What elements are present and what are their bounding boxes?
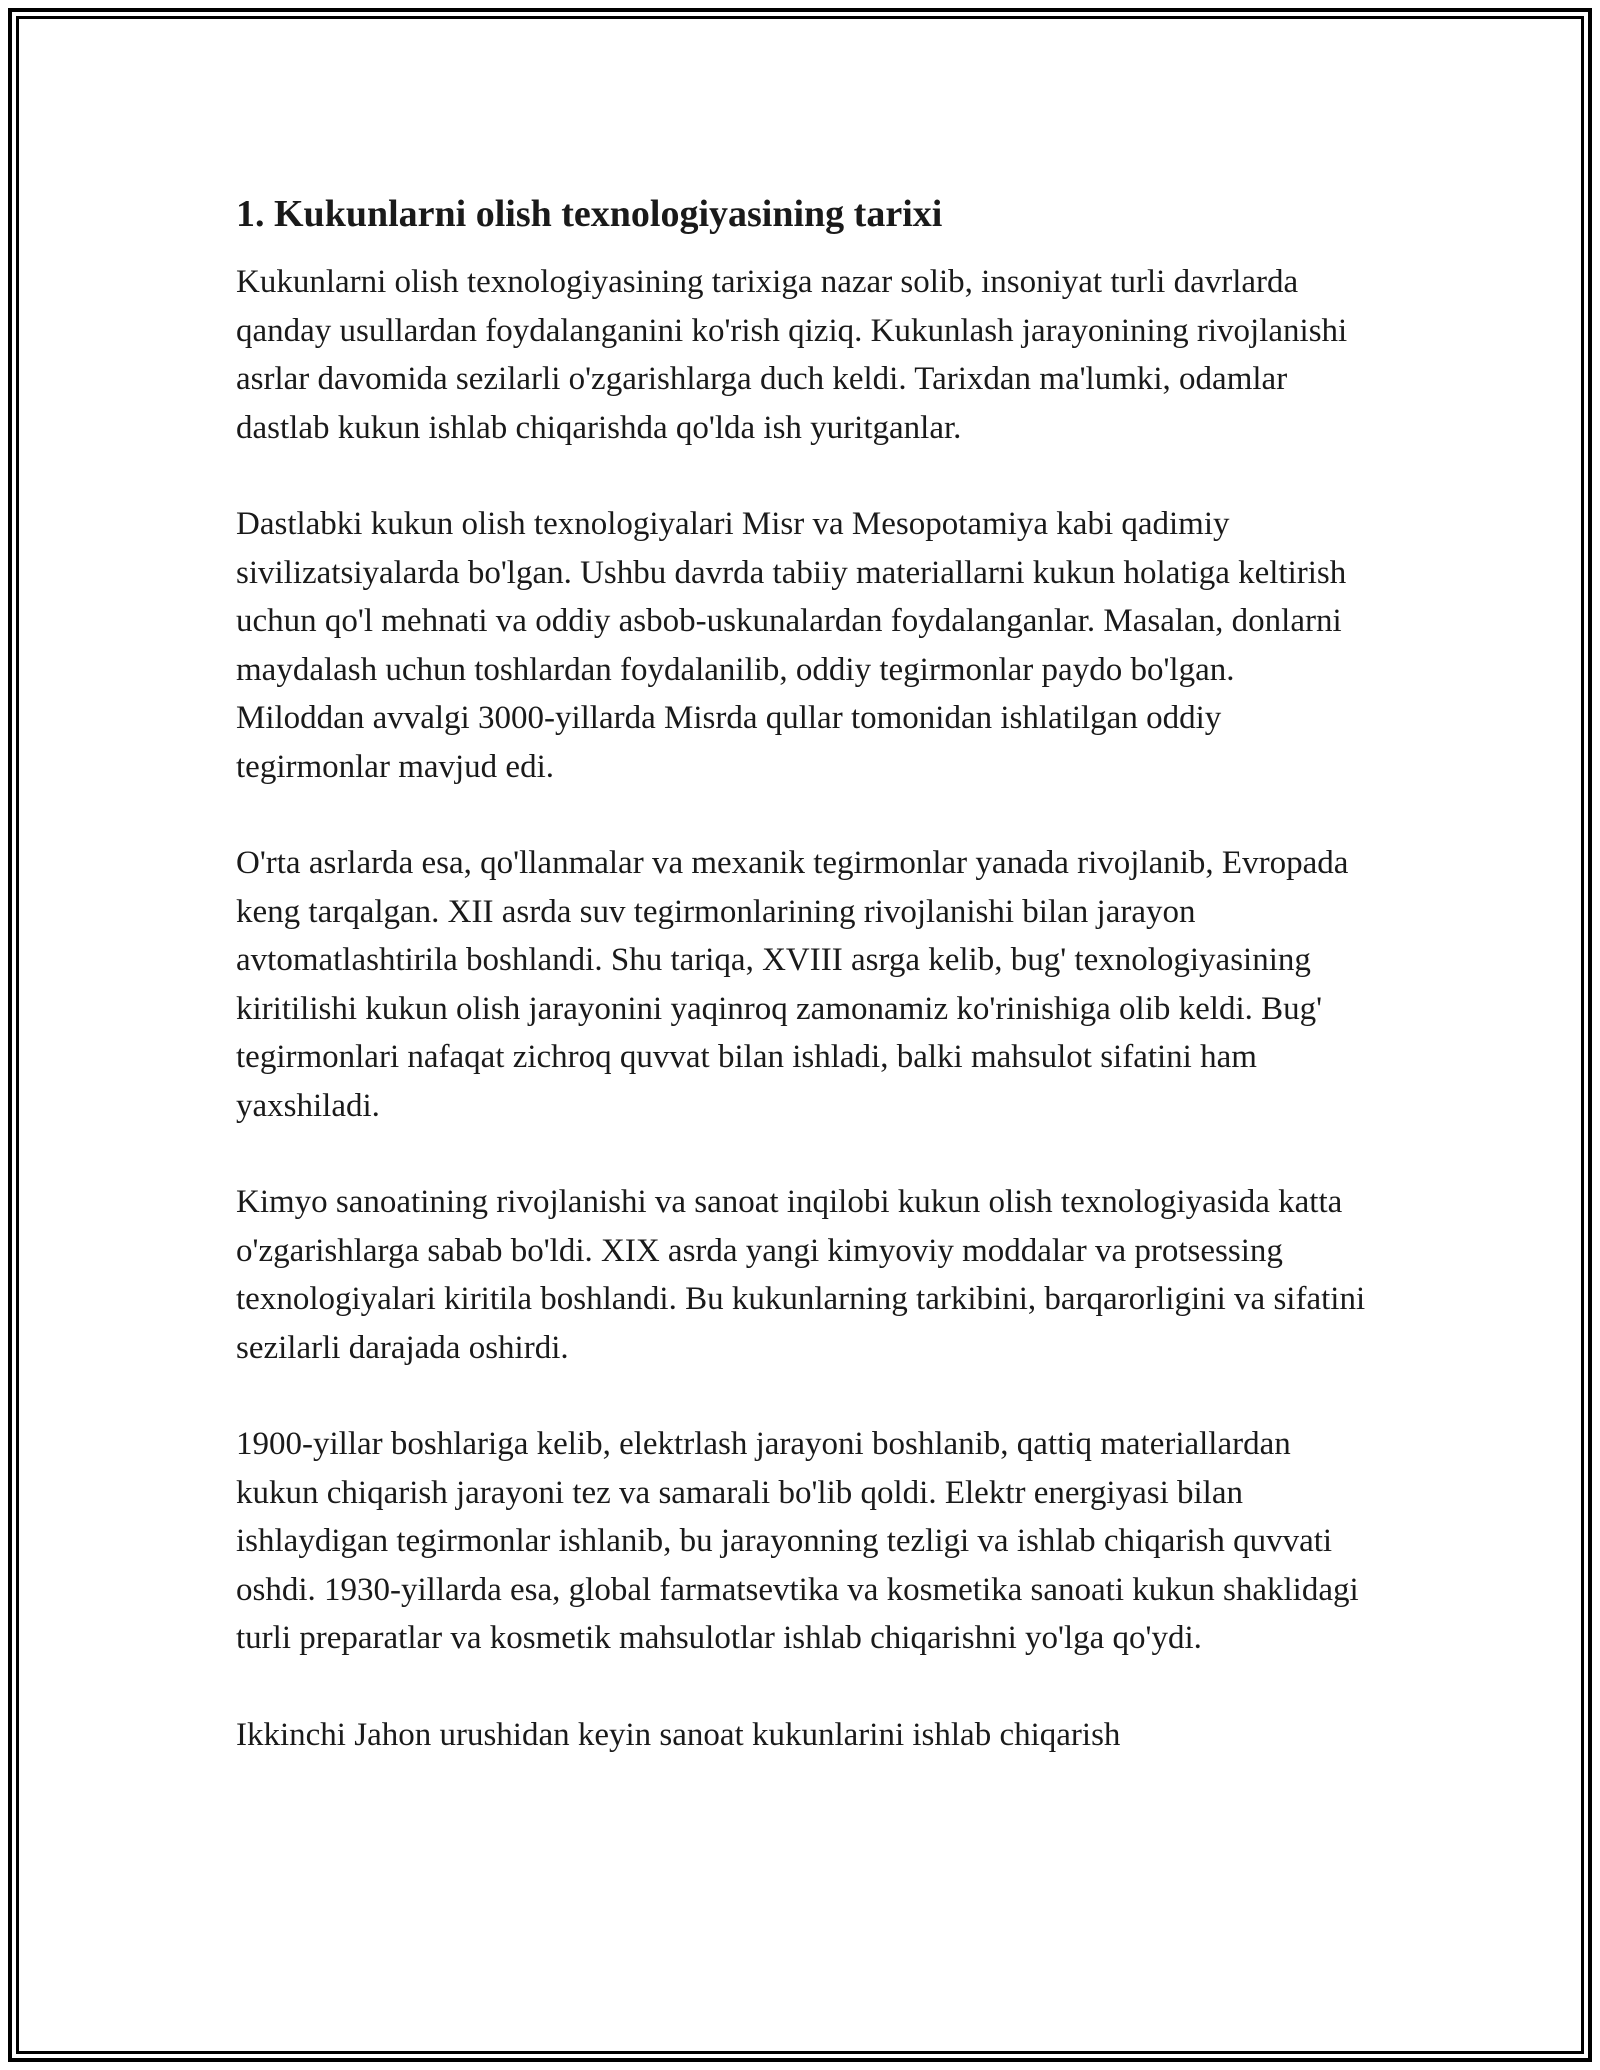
document-body bbox=[236, 186, 1368, 1807]
paragraph-2: Dastlabki kukun olish texnologiyalari Misr va Mesopotamiya kabi qadimiy sivilizatsiyalarda bo'lgan. Ushbu davrda tabiiy materiallarni kukun holatiga keltirish uchun qo'l mehnati va oddiy asbob-uskunalardan foydalanganlar. Masalan, donlarni maydalash uchun toshlardan foydalanilib, oddiy tegirmonlar paydo bo'lgan. Miloddan avvalgi 3000-yillarda Misrda qullar tomonidan ishlatilgan oddiy tegirmonlar mavjud edi. bbox=[236, 506, 1347, 785]
paragraph-5: 1900-yillar boshlariga kelib, elektrlash jarayoni boshlanib, qattiq materiallardan kukun chiqarish jarayoni tez va samarali bo'lib qoldi. Elektr energiyasi bilan ishlaydigan tegirmonlar ishlanib, bu jarayonning tezligi va ishlab chiqarish quvvati oshdi. 1930-yillarda esa, global farmatsevtika va kosmetika sanoati kukun shaklidagi turli preparatlar va kosmetik mahsulotlar ishlab chiqarishni yo'lga qo'ydi. bbox=[236, 1426, 1359, 1656]
paragraph-4: Kimyo sanoatining rivojlanishi va sanoat inqilobi kukun olish texnologiyasida katta o'zgarishlarga sabab bo'ldi. XIX asrda yangi kimyoviy moddalar va protsessing texnologiyalari kiritila boshlandi. Bu kukunlarning tarkibini, barqarorligini va sifatini sezilarli darajada oshirdi. bbox=[236, 1184, 1366, 1366]
section-heading: 1. Kukunlarni olish texnologiyasining tarixi bbox=[236, 193, 943, 235]
paragraph-1: Kukunlarni olish texnologiyasining tarixiga nazar solib, insoniyat turli davrlarda qanday usullardan foydalanganini ko'rish qiziq. Kukunlash jarayonining rivojlanishi asrlar davomida sezilarli o'zgarishlarga duch keldi. Tarixdan ma'lumki, odamlar dastlab kukun ishlab chiqarishda qo'lda ish yuritganlar. bbox=[236, 264, 1348, 446]
paragraph-3: O'rta asrlarda esa, qo'llanmalar va mexanik tegirmonlar yanada rivojlanib, Evropada keng tarqalgan. XII asrda suv tegirmonlarining rivojlanishi bilan jarayon avtomatlashtirila boshlandi. Shu tariqa, XVIII asrga kelib, bug' texnologiyasining kiritilishi kukun olish jarayonini yaqinroq zamonamiz ko'rinishiga olib keldi. Bug' tegirmonlari nafaqat zichroq quvvat bilan ishladi, balki mahsulot sifatini ham yaxshiladi. bbox=[236, 845, 1349, 1124]
paragraph-6: Ikkinchi Jahon urushidan keyin sanoat kukunlarini ishlab chiqarish bbox=[236, 1716, 1121, 1753]
